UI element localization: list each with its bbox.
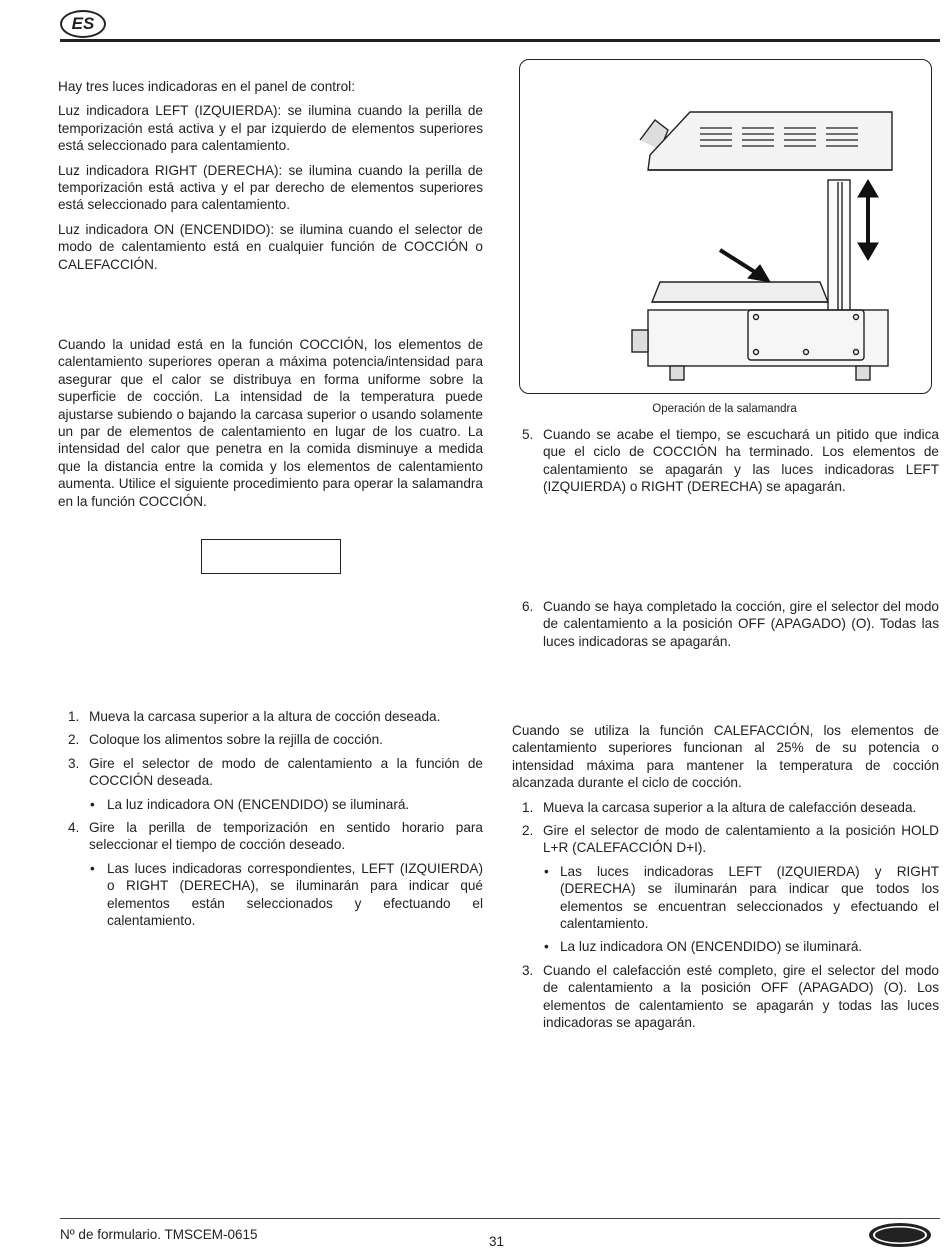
list-item: 6. Cuando se haya completado la cocción, gire el selector del modo de calentamiento a la posición OFF (APAGADO) (O). Todas las luces indicadoras se apagarán. xyxy=(522,599,939,649)
left-light-paragraph: Luz indicadora LEFT (IZQUIERDA): se ilumina cuando la perilla de temporización está activa y el par izquierdo de elementos superiores está seleccionado para calentamiento. xyxy=(58,103,483,154)
page-number: 31 xyxy=(489,1234,505,1249)
on-light-paragraph: Luz indicadora ON (ENCENDIDO): se ilumina cuando el selector de modo de calentamiento está en cualquier función de COCCIÓN o CALEFACCIÓN. xyxy=(58,221,483,272)
list-item: 2. Coloque los alimentos sobre la rejilla de cocción. xyxy=(68,732,383,748)
list-item: 5. Cuando se acabe el tiempo, se escuchará un pitido que indica que el ciclo de COCCIÓN ha terminado. Los elementos de calentamiento se apagarán y las luces indicadoras LEFT (IZQUIERDA) o RIGHT (DERECHA) se apagarán. xyxy=(522,427,939,495)
list-item: 2. Gire el selector de modo de calentamiento a la posición HOLD L+R (CALEFACCIÓN D+I). xyxy=(522,823,939,856)
list-item: 1. Mueva la carcasa superior a la altura de calefacción deseada. xyxy=(522,799,917,815)
indicator-lights-section xyxy=(58,78,483,280)
bullet-item: • Las luces indicadoras LEFT (IZQUIERDA) y RIGHT (DERECHA) se iluminarán para indicar que todos los elementos se encuentran seleccionados y efectuando el calentamiento. xyxy=(544,863,939,932)
language-badge: ES xyxy=(60,10,106,38)
list-item: 1. Mueva la carcasa superior a la altura de cocción deseada. xyxy=(68,709,441,724)
header-rule xyxy=(60,39,940,42)
list-item: 3. Gire el selector de modo de calentamiento a la función de COCCIÓN deseada. xyxy=(68,755,483,789)
hold-mode-paragraph: Cuando se utiliza la función CALEFACCIÓN, los elementos de calentamiento superiores funcionan al 25% de su potencia o intensidad máxima para mantener la temperatura de cocción alcanzada durante el ciclo de cocción. xyxy=(512,723,939,791)
heading-box xyxy=(201,539,341,574)
bullet-item: • Las luces indicadoras correspondientes, LEFT (IZQUIERDA) o RIGHT (DERECHA), se iluminarán para indicar qué elementos están seleccionados y efectuando el calentamiento. xyxy=(90,860,483,929)
intro-paragraph: Hay tres luces indicadoras en el panel de control: xyxy=(58,79,355,94)
salamander-figure xyxy=(519,59,932,394)
cook-mode-paragraph: Cuando la unidad está en la función COCCIÓN, los elementos de calentamiento superiores operan a máxima potencia/intensidad para asegurar que el calor se distribuya en forma uniforme sobre la superficie de cocción. La intensidad de la temperatura puede ajustarse subiendo o bajando la carcasa superior o usando solamente un par de elementos de calentamiento en lugar de los cuatro. La intensidad del calor que penetra en la comida disminuye a medida que la distancia entre la comida y los elementos de calentamiento aumenta. Utilice el siguiente procedimiento para operar la salamandra en la función COCCIÓN. xyxy=(58,337,483,509)
list-item: 3. Cuando el calefacción esté completo, gire el selector del modo de calentamiento a la posición OFF (APAGADO) (O). Los elementos de calentamiento se apagarán y todas las luces indicadoras se apagarán. xyxy=(522,962,939,1031)
step-5 xyxy=(512,426,939,502)
salamander-illustration xyxy=(520,60,931,393)
footer-rule xyxy=(60,1218,940,1219)
figure-caption: Operación de la salamandra xyxy=(652,403,797,415)
step-6 xyxy=(512,598,939,656)
right-light-paragraph: Luz indicadora RIGHT (DERECHA): se ilumina cuando la perilla de temporización está activa y el par derecho de elementos superiores está seleccionado para calentamiento. xyxy=(58,162,483,213)
form-number: Nº de formulario. TMSCEM-0615 xyxy=(60,1227,258,1242)
cook-mode-section xyxy=(58,336,483,517)
bullet-item: • La luz indicadora ON (ENCENDIDO) se iluminará. xyxy=(544,939,863,955)
hatco-logo xyxy=(868,1222,932,1248)
hold-mode-section xyxy=(512,722,939,1038)
cook-steps-list xyxy=(58,708,483,935)
bullet-item: • La luz indicadora ON (ENCENDIDO) se iluminará. xyxy=(90,796,410,812)
list-item: 4. Gire la perilla de temporización en sentido horario para seleccionar el tiempo de cocción deseado. xyxy=(68,820,483,853)
